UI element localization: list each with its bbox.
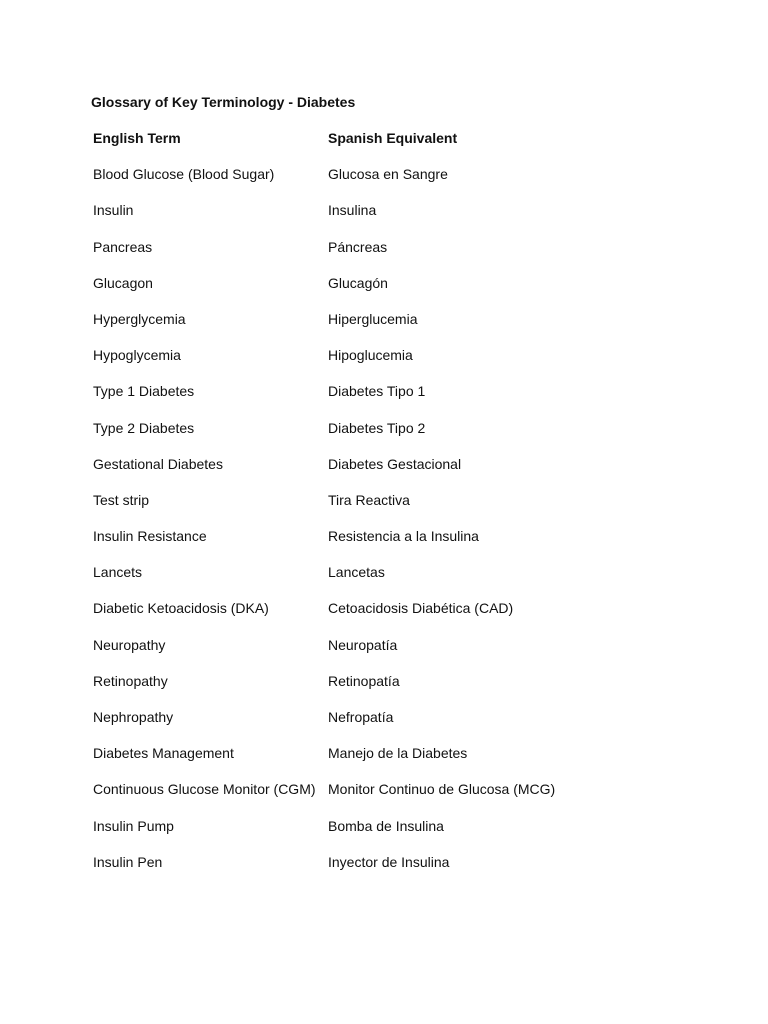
term-rows: [93, 164, 653, 888]
spanish-equivalent: Bomba de Insulina: [328, 817, 444, 834]
spanish-equivalent: Neuropatía: [328, 636, 398, 653]
english-term: Continuous Glucose Monitor (CGM): [93, 781, 316, 798]
english-term: Blood Glucose (Blood Sugar): [93, 166, 275, 183]
spanish-equivalent: Diabetes Tipo 1: [328, 383, 426, 400]
english-term: Hypoglycemia: [93, 347, 181, 364]
english-term: Insulin Pen: [93, 853, 163, 870]
english-term: Diabetes Management: [93, 745, 234, 762]
document-title: Glossary of Key Terminology - Diabetes: [91, 94, 356, 110]
spanish-equivalent: Resistencia a la Insulina: [328, 528, 479, 545]
spanish-equivalent-header: Spanish Equivalent: [328, 130, 458, 146]
english-term: Insulin: [93, 202, 134, 219]
spanish-equivalent: Diabetes Gestacional: [328, 455, 462, 472]
english-term: Insulin Pump: [93, 817, 174, 834]
table-row: [93, 816, 653, 852]
spanish-equivalent: Inyector de Insulina: [328, 853, 450, 870]
spanish-equivalent: Páncreas: [328, 238, 388, 255]
spanish-equivalent: Tira Reactiva: [328, 491, 410, 508]
english-term: Type 1 Diabetes: [93, 383, 195, 400]
spanish-equivalent: Nefropatía: [328, 709, 394, 725]
table-row: [93, 237, 653, 273]
table-row: [93, 743, 653, 779]
glossary-table: [93, 128, 653, 888]
english-term-header: English Term: [93, 130, 181, 146]
english-term: Neuropathy: [93, 636, 166, 653]
spanish-equivalent: Monitor Continuo de Glucosa (MCG): [328, 781, 556, 798]
english-term: Retinopathy: [93, 672, 168, 689]
spanish-equivalent: Glucagón: [328, 274, 388, 291]
english-term: Pancreas: [93, 238, 153, 255]
table-row: [93, 309, 653, 345]
table-row: [93, 635, 653, 671]
table-row: [93, 526, 653, 562]
spanish-equivalent: Diabetes Tipo 2: [328, 419, 426, 436]
spanish-equivalent: Cetoacidosis Diabética (CAD): [328, 600, 514, 617]
english-term: Glucagon: [93, 274, 153, 291]
spanish-equivalent: Lancetas: [328, 564, 385, 581]
table-row: [93, 200, 653, 236]
table-row: [93, 381, 653, 417]
table-row: [93, 852, 653, 888]
english-term: Type 2 Diabetes: [93, 419, 195, 436]
english-term: Diabetic Ketoacidosis (DKA): [93, 600, 269, 617]
table-row: [93, 707, 653, 743]
english-term: Gestational Diabetes: [93, 455, 223, 472]
spanish-equivalent: Manejo de la Diabetes: [328, 745, 468, 762]
spanish-equivalent: Glucosa en Sangre: [328, 166, 448, 183]
spanish-equivalent: Insulina: [328, 202, 377, 219]
table-row: [93, 490, 653, 526]
table-row: [93, 273, 653, 309]
table-row: [93, 164, 653, 200]
table-row: [93, 562, 653, 598]
english-term: Lancets: [93, 564, 143, 581]
english-term: Test strip: [93, 491, 150, 508]
english-term: Insulin Resistance: [93, 528, 207, 545]
table-header-row: [93, 128, 653, 164]
table-row: [93, 598, 653, 634]
spanish-equivalent: Retinopatía: [328, 672, 400, 689]
table-row: [93, 418, 653, 454]
english-term: Nephropathy: [93, 709, 174, 725]
table-row: [93, 454, 653, 490]
table-row: [93, 671, 653, 707]
table-row: [93, 345, 653, 381]
english-term: Hyperglycemia: [93, 310, 186, 327]
spanish-equivalent: Hipoglucemia: [328, 347, 413, 364]
table-row: [93, 779, 653, 815]
spanish-equivalent: Hiperglucemia: [328, 310, 418, 327]
